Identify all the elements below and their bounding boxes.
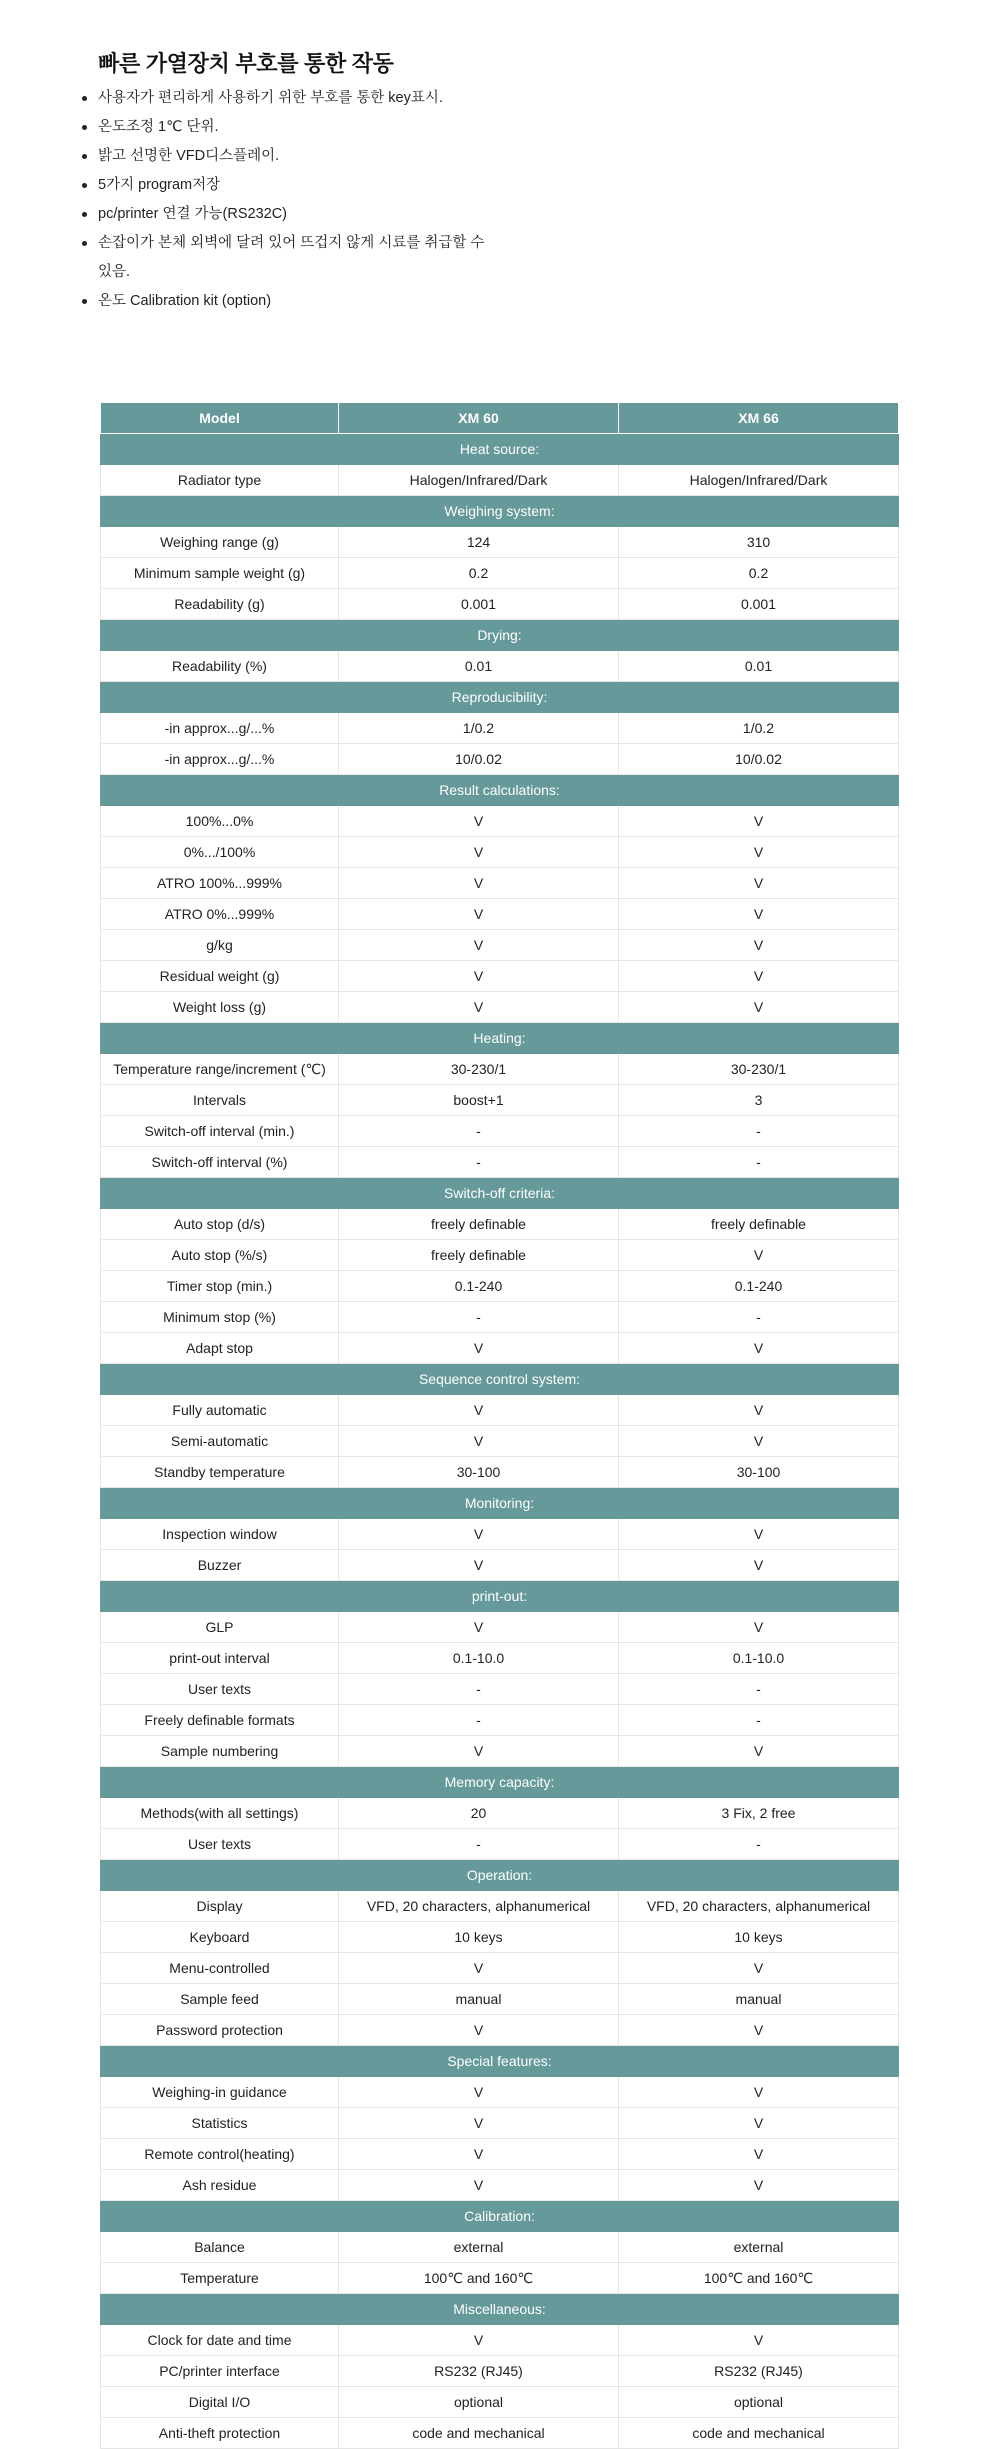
table-row xyxy=(101,1271,899,1302)
table-row xyxy=(101,558,899,589)
table-header-row xyxy=(101,403,899,434)
xm60-value-cell: - xyxy=(339,1674,619,1705)
spec-label-cell: Freely definable formats xyxy=(101,1705,339,1736)
section-title: Operation: xyxy=(101,1860,899,1891)
spec-label-cell: User texts xyxy=(101,1674,339,1705)
xm60-value-cell: boost+1 xyxy=(339,1085,619,1116)
xm60-value-cell: V xyxy=(339,2325,619,2356)
xm60-value-cell: 0.1-240 xyxy=(339,1271,619,1302)
xm66-value-cell: - xyxy=(619,1705,899,1736)
table-row xyxy=(101,2232,899,2263)
spec-label-cell: Remote control(heating) xyxy=(101,2139,339,2170)
xm66-value-cell: V xyxy=(619,899,899,930)
table-row xyxy=(101,465,899,496)
feature-item: 5가지 program저장 xyxy=(78,171,498,200)
xm66-value-cell: 0.2 xyxy=(619,558,899,589)
xm66-value-cell: 30-230/1 xyxy=(619,1054,899,1085)
section-title: Heating: xyxy=(101,1023,899,1054)
xm66-value-cell: 3 Fix, 2 free xyxy=(619,1798,899,1829)
xm66-value-cell: 0.1-10.0 xyxy=(619,1643,899,1674)
table-row xyxy=(101,1953,899,1984)
xm66-value-cell: V xyxy=(619,992,899,1023)
xm66-value-cell: manual xyxy=(619,1984,899,2015)
xm66-value-cell: V xyxy=(619,1550,899,1581)
xm60-value-cell: - xyxy=(339,1705,619,1736)
xm60-value-cell: V xyxy=(339,868,619,899)
xm60-value-cell: V xyxy=(339,992,619,1023)
xm60-value-cell: V xyxy=(339,837,619,868)
xm66-value-cell: 310 xyxy=(619,527,899,558)
table-row xyxy=(101,1302,899,1333)
xm66-value-cell: V xyxy=(619,2325,899,2356)
spec-label-cell: User texts xyxy=(101,1829,339,1860)
xm60-value-cell: V xyxy=(339,2139,619,2170)
spec-label-cell: Radiator type xyxy=(101,465,339,496)
xm60-value-cell: code and mechanical xyxy=(339,2418,619,2449)
spec-label-cell: Fully automatic xyxy=(101,1395,339,1426)
spec-label-cell: ATRO 100%...999% xyxy=(101,868,339,899)
xm60-value-cell: V xyxy=(339,1736,619,1767)
table-row xyxy=(101,1984,899,2015)
section-title: Drying: xyxy=(101,620,899,651)
table-row xyxy=(101,2170,899,2201)
xm60-value-cell: 0.001 xyxy=(339,589,619,620)
xm66-value-cell: V xyxy=(619,930,899,961)
feature-item: 온도 Calibration kit (option) xyxy=(78,287,498,316)
xm66-value-cell: 10/0.02 xyxy=(619,744,899,775)
feature-item: pc/printer 연결 가능(RS232C) xyxy=(78,200,498,229)
spec-label-cell: Keyboard xyxy=(101,1922,339,1953)
spec-label-cell: Intervals xyxy=(101,1085,339,1116)
xm66-value-cell: V xyxy=(619,2015,899,2046)
page-title: 빠른 가열장치 부호를 통한 작동 xyxy=(98,51,394,76)
xm66-value-cell: V xyxy=(619,2170,899,2201)
xm60-value-cell: 1/0.2 xyxy=(339,713,619,744)
xm66-value-cell: V xyxy=(619,1426,899,1457)
xm66-value-cell: V xyxy=(619,1612,899,1643)
xm60-value-cell: external xyxy=(339,2232,619,2263)
spec-label-cell: Minimum sample weight (g) xyxy=(101,558,339,589)
section-header-row xyxy=(101,775,899,806)
table-row xyxy=(101,1674,899,1705)
spec-label-cell: Methods(with all settings) xyxy=(101,1798,339,1829)
xm60-value-cell: V xyxy=(339,1395,619,1426)
spec-label-cell: Ash residue xyxy=(101,2170,339,2201)
spec-label-cell: Balance xyxy=(101,2232,339,2263)
xm66-value-cell: V xyxy=(619,1240,899,1271)
section-header-row xyxy=(101,1178,899,1209)
xm60-value-cell: optional xyxy=(339,2387,619,2418)
table-row xyxy=(101,1240,899,1271)
table-row xyxy=(101,527,899,558)
xm66-value-cell: V xyxy=(619,837,899,868)
table-row xyxy=(101,1643,899,1674)
xm60-value-cell: manual xyxy=(339,1984,619,2015)
table-row xyxy=(101,1736,899,1767)
section-header-row xyxy=(101,2294,899,2325)
xm60-value-cell: 100℃ and 160℃ xyxy=(339,2263,619,2294)
xm66-value-cell: - xyxy=(619,1116,899,1147)
spec-label-cell: GLP xyxy=(101,1612,339,1643)
spec-label-cell: Adapt stop xyxy=(101,1333,339,1364)
spec-label-cell: Residual weight (g) xyxy=(101,961,339,992)
spec-label-cell: Buzzer xyxy=(101,1550,339,1581)
xm66-value-cell: 0.01 xyxy=(619,651,899,682)
xm66-value-cell: 10 keys xyxy=(619,1922,899,1953)
section-header-row xyxy=(101,2201,899,2232)
table-row xyxy=(101,2356,899,2387)
xm66-value-cell: 100℃ and 160℃ xyxy=(619,2263,899,2294)
table-row xyxy=(101,713,899,744)
xm60-value-cell: 30-100 xyxy=(339,1457,619,1488)
xm66-value-cell: V xyxy=(619,961,899,992)
spec-label-cell: Minimum stop (%) xyxy=(101,1302,339,1333)
feature-item: 밝고 선명한 VFD디스플레이. xyxy=(78,142,498,171)
table-row xyxy=(101,1209,899,1240)
table-row xyxy=(101,2387,899,2418)
spec-label-cell: Sample feed xyxy=(101,1984,339,2015)
table-row xyxy=(101,1054,899,1085)
spec-label-cell: Weight loss (g) xyxy=(101,992,339,1023)
section-title: Monitoring: xyxy=(101,1488,899,1519)
spec-label-cell: Switch-off interval (%) xyxy=(101,1147,339,1178)
table-row xyxy=(101,992,899,1023)
xm60-value-cell: V xyxy=(339,1612,619,1643)
section-title: Calibration: xyxy=(101,2201,899,2232)
spec-label-cell: Auto stop (d/s) xyxy=(101,1209,339,1240)
xm66-value-cell: V xyxy=(619,2139,899,2170)
table-row xyxy=(101,899,899,930)
section-header-row xyxy=(101,1023,899,1054)
spec-label-cell: print-out interval xyxy=(101,1643,339,1674)
xm60-value-cell: V xyxy=(339,2108,619,2139)
feature-item: 손잡이가 본체 외벽에 달려 있어 뜨겁지 않게 시료를 취급할 수 있음. xyxy=(78,229,498,287)
xm60-value-cell: V xyxy=(339,1426,619,1457)
xm66-value-cell: V xyxy=(619,1395,899,1426)
xm66-value-cell: V xyxy=(619,806,899,837)
spec-label-cell: ATRO 0%...999% xyxy=(101,899,339,930)
spec-label-cell: Auto stop (%/s) xyxy=(101,1240,339,1271)
section-header-row xyxy=(101,496,899,527)
table-row xyxy=(101,2139,899,2170)
table-row xyxy=(101,2077,899,2108)
xm60-value-cell: VFD, 20 characters, alphanumerical xyxy=(339,1891,619,1922)
table-row xyxy=(101,1147,899,1178)
table-row xyxy=(101,1829,899,1860)
section-title: Miscellaneous: xyxy=(101,2294,899,2325)
section-header-row xyxy=(101,1767,899,1798)
xm60-value-cell: - xyxy=(339,1116,619,1147)
section-title: Weighing system: xyxy=(101,496,899,527)
xm60-value-cell: 10 keys xyxy=(339,1922,619,1953)
xm66-value-cell: 0.001 xyxy=(619,589,899,620)
spec-label-cell: Anti-theft protection xyxy=(101,2418,339,2449)
spec-label-cell: Menu-controlled xyxy=(101,1953,339,1984)
header-xm66: XM 66 xyxy=(619,403,899,434)
table-row xyxy=(101,806,899,837)
xm60-value-cell: 124 xyxy=(339,527,619,558)
table-row xyxy=(101,651,899,682)
xm66-value-cell: 0.1-240 xyxy=(619,1271,899,1302)
section-header-row xyxy=(101,434,899,465)
section-header-row xyxy=(101,2046,899,2077)
spec-label-cell: PC/printer interface xyxy=(101,2356,339,2387)
table-row xyxy=(101,868,899,899)
table-row xyxy=(101,1085,899,1116)
xm66-value-cell: VFD, 20 characters, alphanumerical xyxy=(619,1891,899,1922)
xm60-value-cell: V xyxy=(339,1953,619,1984)
spec-label-cell: Timer stop (min.) xyxy=(101,1271,339,1302)
section-title: Reproducibility: xyxy=(101,682,899,713)
xm66-value-cell: V xyxy=(619,868,899,899)
section-title: Heat source: xyxy=(101,434,899,465)
section-header-row xyxy=(101,1488,899,1519)
spec-label-cell: Statistics xyxy=(101,2108,339,2139)
section-title: print-out: xyxy=(101,1581,899,1612)
xm66-value-cell: - xyxy=(619,1302,899,1333)
section-title: Memory capacity: xyxy=(101,1767,899,1798)
spec-label-cell: Weighing range (g) xyxy=(101,527,339,558)
xm60-value-cell: 10/0.02 xyxy=(339,744,619,775)
xm60-value-cell: V xyxy=(339,2170,619,2201)
spec-label-cell: Standby temperature xyxy=(101,1457,339,1488)
table-row xyxy=(101,2015,899,2046)
xm60-value-cell: V xyxy=(339,1519,619,1550)
xm60-value-cell: V xyxy=(339,1550,619,1581)
spec-label-cell: Semi-automatic xyxy=(101,1426,339,1457)
section-header-row xyxy=(101,1581,899,1612)
table-row xyxy=(101,1116,899,1147)
feature-item: 사용자가 편리하게 사용하기 위한 부호를 통한 key표시. xyxy=(78,84,498,113)
header-model: Model xyxy=(101,403,339,434)
xm66-value-cell: V xyxy=(619,1333,899,1364)
feature-item: 온도조정 1℃ 단위. xyxy=(78,113,498,142)
spec-label-cell: Display xyxy=(101,1891,339,1922)
xm60-value-cell: 30-230/1 xyxy=(339,1054,619,1085)
section-title: Sequence control system: xyxy=(101,1364,899,1395)
section-header-row xyxy=(101,620,899,651)
table-row xyxy=(101,589,899,620)
xm66-value-cell: optional xyxy=(619,2387,899,2418)
table-row xyxy=(101,1550,899,1581)
xm60-value-cell: V xyxy=(339,806,619,837)
section-header-row xyxy=(101,682,899,713)
table-row xyxy=(101,2108,899,2139)
spec-label-cell: Switch-off interval (min.) xyxy=(101,1116,339,1147)
table-row xyxy=(101,837,899,868)
table-row xyxy=(101,1705,899,1736)
xm66-value-cell: external xyxy=(619,2232,899,2263)
spec-label-cell: Readability (%) xyxy=(101,651,339,682)
spec-label-cell: Digital I/O xyxy=(101,2387,339,2418)
spec-label-cell: Readability (g) xyxy=(101,589,339,620)
spec-label-cell: Temperature xyxy=(101,2263,339,2294)
xm66-value-cell: freely definable xyxy=(619,1209,899,1240)
spec-label-cell: Temperature range/increment (℃) xyxy=(101,1054,339,1085)
xm66-value-cell: V xyxy=(619,1736,899,1767)
xm66-value-cell: - xyxy=(619,1829,899,1860)
spec-table xyxy=(100,402,899,2449)
section-header-row xyxy=(101,1364,899,1395)
table-row xyxy=(101,1922,899,1953)
table-row xyxy=(101,1457,899,1488)
spec-table-body xyxy=(101,434,899,2449)
header-xm60: XM 60 xyxy=(339,403,619,434)
xm66-value-cell: 30-100 xyxy=(619,1457,899,1488)
section-title: Result calculations: xyxy=(101,775,899,806)
xm66-value-cell: RS232 (RJ45) xyxy=(619,2356,899,2387)
xm60-value-cell: V xyxy=(339,2077,619,2108)
xm60-value-cell: V xyxy=(339,1333,619,1364)
xm60-value-cell: V xyxy=(339,930,619,961)
xm60-value-cell: freely definable xyxy=(339,1240,619,1271)
table-row xyxy=(101,1891,899,1922)
table-row xyxy=(101,1519,899,1550)
xm60-value-cell: - xyxy=(339,1302,619,1333)
xm60-value-cell: V xyxy=(339,2015,619,2046)
spec-label-cell: Weighing-in guidance xyxy=(101,2077,339,2108)
xm60-value-cell: - xyxy=(339,1147,619,1178)
table-row xyxy=(101,2325,899,2356)
section-title: Special features: xyxy=(101,2046,899,2077)
xm66-value-cell: Halogen/Infrared/Dark xyxy=(619,465,899,496)
table-row xyxy=(101,961,899,992)
xm60-value-cell: 0.1-10.0 xyxy=(339,1643,619,1674)
xm60-value-cell: RS232 (RJ45) xyxy=(339,2356,619,2387)
spec-label-cell: 0%.../100% xyxy=(101,837,339,868)
spec-label-cell: Inspection window xyxy=(101,1519,339,1550)
xm66-value-cell: V xyxy=(619,2108,899,2139)
table-row xyxy=(101,1798,899,1829)
table-row xyxy=(101,1426,899,1457)
xm60-value-cell: - xyxy=(339,1829,619,1860)
xm66-value-cell: - xyxy=(619,1674,899,1705)
table-row xyxy=(101,1333,899,1364)
spec-label-cell: Sample numbering xyxy=(101,1736,339,1767)
table-row xyxy=(101,2263,899,2294)
feature-list xyxy=(78,84,498,316)
xm66-value-cell: - xyxy=(619,1147,899,1178)
table-row xyxy=(101,1395,899,1426)
xm66-value-cell: V xyxy=(619,2077,899,2108)
xm60-value-cell: freely definable xyxy=(339,1209,619,1240)
table-row xyxy=(101,1612,899,1643)
xm60-value-cell: V xyxy=(339,899,619,930)
spec-label-cell: g/kg xyxy=(101,930,339,961)
xm60-value-cell: 20 xyxy=(339,1798,619,1829)
xm60-value-cell: Halogen/Infrared/Dark xyxy=(339,465,619,496)
table-row xyxy=(101,930,899,961)
xm60-value-cell: V xyxy=(339,961,619,992)
xm66-value-cell: V xyxy=(619,1519,899,1550)
spec-label-cell: Clock for date and time xyxy=(101,2325,339,2356)
table-row xyxy=(101,2418,899,2449)
spec-label-cell: Password protection xyxy=(101,2015,339,2046)
xm66-value-cell: code and mechanical xyxy=(619,2418,899,2449)
xm66-value-cell: 3 xyxy=(619,1085,899,1116)
xm60-value-cell: 0.2 xyxy=(339,558,619,589)
xm66-value-cell: V xyxy=(619,1953,899,1984)
spec-label-cell: -in approx...g/...% xyxy=(101,744,339,775)
section-title: Switch-off criteria: xyxy=(101,1178,899,1209)
table-row xyxy=(101,744,899,775)
xm66-value-cell: 1/0.2 xyxy=(619,713,899,744)
spec-label-cell: 100%...0% xyxy=(101,806,339,837)
spec-label-cell: -in approx...g/...% xyxy=(101,713,339,744)
xm60-value-cell: 0.01 xyxy=(339,651,619,682)
section-header-row xyxy=(101,1860,899,1891)
